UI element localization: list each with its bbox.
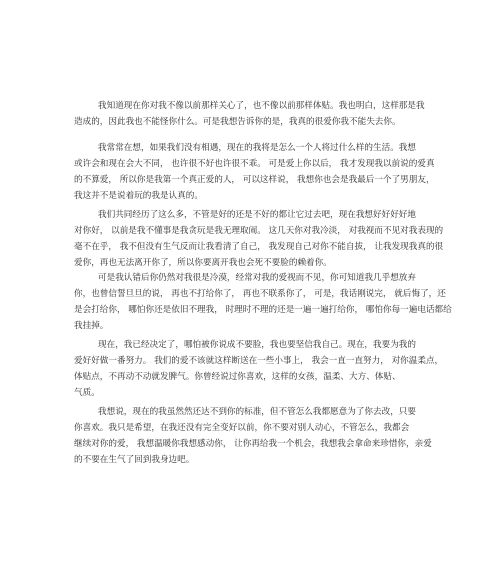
paragraph-line: 我想说，现在的我虽然然还达不到你的标准，但不管怎么我都愿意为了你去改，只要 [98, 407, 416, 417]
paragraph-1 [74, 98, 430, 130]
paragraph-line: 体贴点，不再动不动就发脾气。你曾经说过你喜欢，这样的女孩，温柔、大方、体贴、 [74, 372, 401, 382]
paragraph-line: 继续对你的爱， 我想温暖你我想感动你， 让你再给我一个机会，我想我会拿命来珍惜你，亲爱 [74, 439, 432, 449]
paragraph-line: 你喜欢。我只是希望，在我还没有完全变好以前，你不要对别人动心，不管怎么，我都会 [74, 423, 410, 433]
paragraph-4 [74, 270, 452, 334]
paragraph-line: 现在，我已经决定了，哪怕被你说成不要脸，我也要坚信我自己。现在，我要为我的 [98, 340, 416, 350]
paragraph-6 [74, 404, 430, 468]
paragraph-5 [74, 337, 444, 401]
paragraph-line: 爱你，再也无法离开你了，所以你要离开我也会死不要脸的赖着你。 [74, 258, 332, 268]
paragraph-line: 你，也曾信誓旦旦的说， 再也不打给你了， 再也不联系你了， 可是，我话刚说完， 就后悔了，还 [74, 289, 446, 299]
paragraph-2 [74, 140, 435, 204]
paragraph-3 [74, 207, 444, 271]
paragraph-line: 的不算爱， 所以你是我第一个真正爱的人， 可以这样说， 我想你也会是我最后一个了男朋友， [74, 175, 435, 185]
paragraph-line: 我这并不是说着玩的我是认真的。 [74, 191, 203, 201]
paragraph-line: 的不要在生气了回到我身边吧。 [74, 455, 195, 465]
paragraph-line: 造成的，因此我也不能怪你什么。可是我想告诉你的是，我真的很爱你我不能失去你。 [74, 117, 401, 127]
paragraph-line: 对你好， 以前是我不懂事是我贪玩是我无理取闹。 这几天你对我冷淡， 对我视而不见对我表现的 [74, 226, 444, 236]
paragraph-line: 我们共同经历了这么多，不管是好的还是不好的都让它过去吧，现在我想好好好好地 [98, 210, 416, 220]
paragraph-line: 我知道现在你对我不像以前那样关心了，也不像以前那样体贴。我也明白，这样那是我 [98, 101, 425, 111]
paragraph-line: 毫不在乎， 我不但没有生气反而让我看清了自己， 我发现自己对你不能自拔， 让我发现我真的很 [74, 242, 444, 252]
paragraph-line: 气质。 [74, 388, 100, 398]
paragraph-line: 我挂掉。 [74, 321, 109, 331]
paragraph-line: 可是我认错后你仍然对我很是冷漠，经常对我的爱视而不见，你可知道我几乎想放弃 [98, 273, 416, 283]
paragraph-line: 我常常在想，如果我们没有相遇，现在的我将是怎么一个人将过什么样的生活。我想 [98, 143, 416, 153]
paragraph-line: 是会打给你， 哪怕你还是依旧不理我， 时理时不理的还是一遍一遍打给你， 哪怕你每一遍电话都给 [74, 305, 452, 315]
paragraph-line: 或许会和现在会大不同， 也许很不好也许很不乖。 可是爱上你以后， 我才发现我以前说的爱真 [74, 159, 435, 169]
paragraph-line: 爱好好做一番努力。 我们的爱不该就这样断送在一些小事上， 我会一直一直努力， 对你温柔点， [74, 356, 444, 366]
